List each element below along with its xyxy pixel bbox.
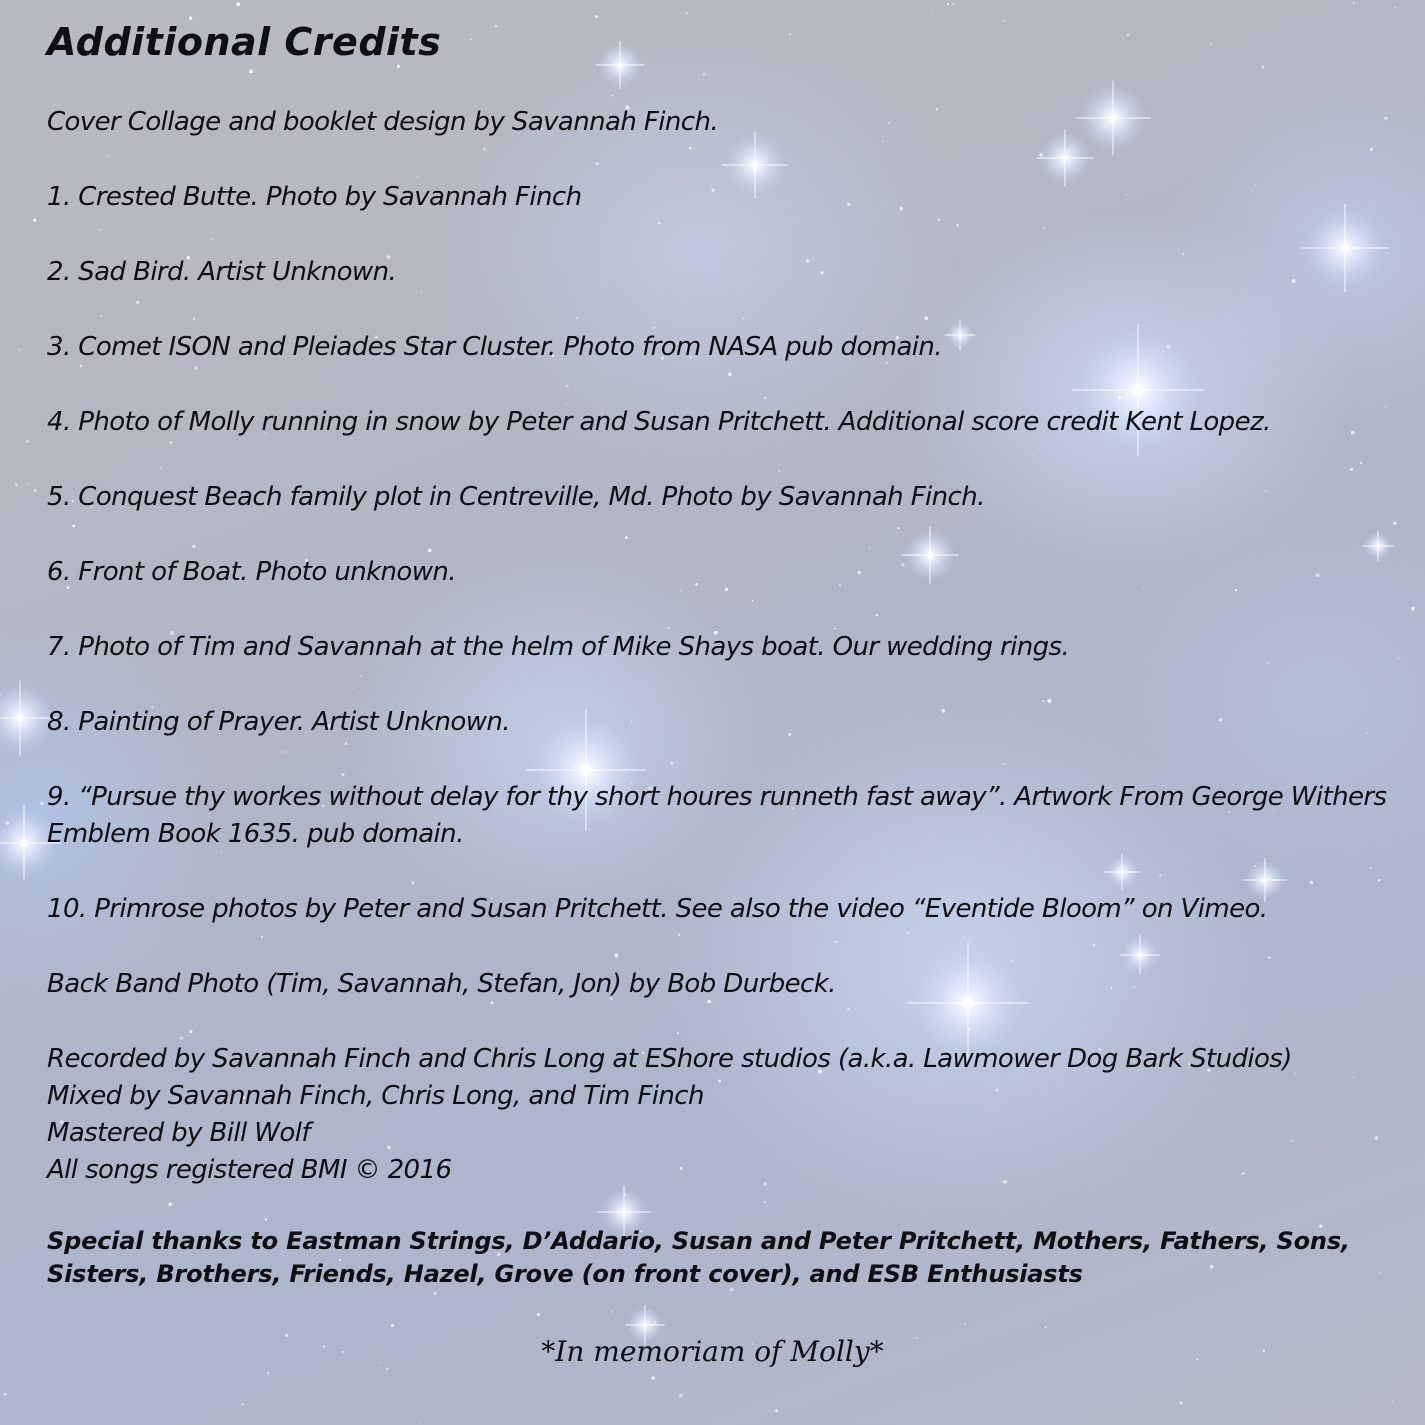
speckle-star bbox=[419, 1422, 420, 1423]
speckle-star bbox=[537, 1313, 540, 1316]
recording-credit: Recorded by Savannah Finch and Chris Long at EShore studios (a.k.a. Lawmower Dog Bark Studios) bbox=[47, 1044, 1292, 1074]
speckle-star bbox=[26, 440, 29, 443]
credits-page bbox=[47, 20, 1397, 1291]
memoriam-dedication: *In memoriam of Molly* bbox=[541, 1335, 884, 1368]
speckle-star bbox=[679, 1394, 683, 1398]
intro-credit: Cover Collage and booklet design by Savannah Finch. bbox=[47, 107, 718, 137]
speckle-star bbox=[1353, 2, 1355, 4]
credit-item-6: 6. Front of Boat. Photo unknown. bbox=[47, 557, 456, 587]
special-thanks: Special thanks to Eastman Strings, D’Addario, Susan and Peter Pritchett, Mothers, Fathers, Sons, Sisters, Brothers, Friends, Hazel, Grove (on front cover), and ESB Enthusiasts bbox=[47, 1227, 1350, 1288]
speckle-star bbox=[236, 2, 240, 6]
back-photo-credit: Back Band Photo (Tim, Savannah, Stefan, Jon) by Bob Durbeck. bbox=[47, 969, 836, 999]
speckle-star bbox=[15, 483, 18, 486]
speckle-star bbox=[1045, 1327, 1046, 1328]
mixing-credit: Mixed by Savannah Finch, Chris Long, and Tim Finch bbox=[47, 1081, 704, 1111]
speckle-star bbox=[947, 3, 950, 6]
speckle-star bbox=[686, 12, 688, 14]
speckle-star bbox=[242, 1403, 244, 1405]
credit-item-10: 10. Primrose photos by Peter and Susan Pritchett. See also the video “Eventide Bloom” on Vimeo. bbox=[47, 894, 1268, 924]
speckle-star bbox=[27, 484, 29, 486]
credit-item-5: 5. Conquest Beach family plot in Centreville, Md. Photo by Savannah Finch. bbox=[47, 482, 985, 512]
speckle-star bbox=[4, 1393, 7, 1396]
speckle-star bbox=[1394, 7, 1395, 8]
credit-item-4: 4. Photo of Molly running in snow by Peter and Susan Pritchett. Additional score credit Kent Lopez. bbox=[47, 407, 1271, 437]
speckle-star bbox=[33, 219, 36, 222]
credit-item-1: 1. Crested Butte. Photo by Savannah Finch bbox=[47, 182, 582, 212]
credit-item-9: 9. “Pursue thy workes without delay for thy short houres runneth fast away”. Artwork From George Withers Emblem Book 1635. pub domain. bbox=[47, 782, 1387, 849]
credit-item-2: 2. Sad Bird. Artist Unknown. bbox=[47, 257, 397, 287]
speckle-star bbox=[391, 1324, 394, 1327]
speckle-star bbox=[34, 489, 37, 492]
mastering-credit: Mastered by Bill Wolf bbox=[47, 1118, 310, 1148]
speckle-star bbox=[595, 15, 598, 18]
speckle-star bbox=[434, 1292, 437, 1295]
speckle-star bbox=[651, 1376, 655, 1380]
speckle-star bbox=[953, 3, 955, 5]
speckle-star bbox=[40, 802, 43, 805]
credit-item-8: 8. Painting of Prayer. Artist Unknown. bbox=[47, 707, 510, 737]
speckle-star bbox=[964, 1323, 966, 1325]
speckle-star bbox=[775, 1409, 778, 1412]
speckle-star bbox=[18, 349, 20, 351]
speckle-star bbox=[1391, 1401, 1393, 1403]
speckle-star bbox=[1397, 658, 1398, 659]
speckle-star bbox=[932, 10, 933, 11]
speckle-star bbox=[611, 1311, 613, 1313]
speckle-star bbox=[1179, 1401, 1182, 1404]
speckle-star bbox=[6, 821, 9, 824]
credit-item-7: 7. Photo of Tim and Savannah at the helm of Mike Shays boat. Our wedding rings. bbox=[47, 632, 1070, 662]
page-title: Additional Credits bbox=[47, 20, 442, 64]
copyright-line: All songs registered BMI © 2016 bbox=[47, 1155, 452, 1185]
speckle-star bbox=[654, 1321, 657, 1324]
speckle-star bbox=[1411, 607, 1415, 611]
credit-item-3: 3. Comet ISON and Pleiades Star Cluster. Photo from NASA pub domain. bbox=[47, 332, 942, 362]
speckle-star bbox=[267, 1372, 269, 1374]
